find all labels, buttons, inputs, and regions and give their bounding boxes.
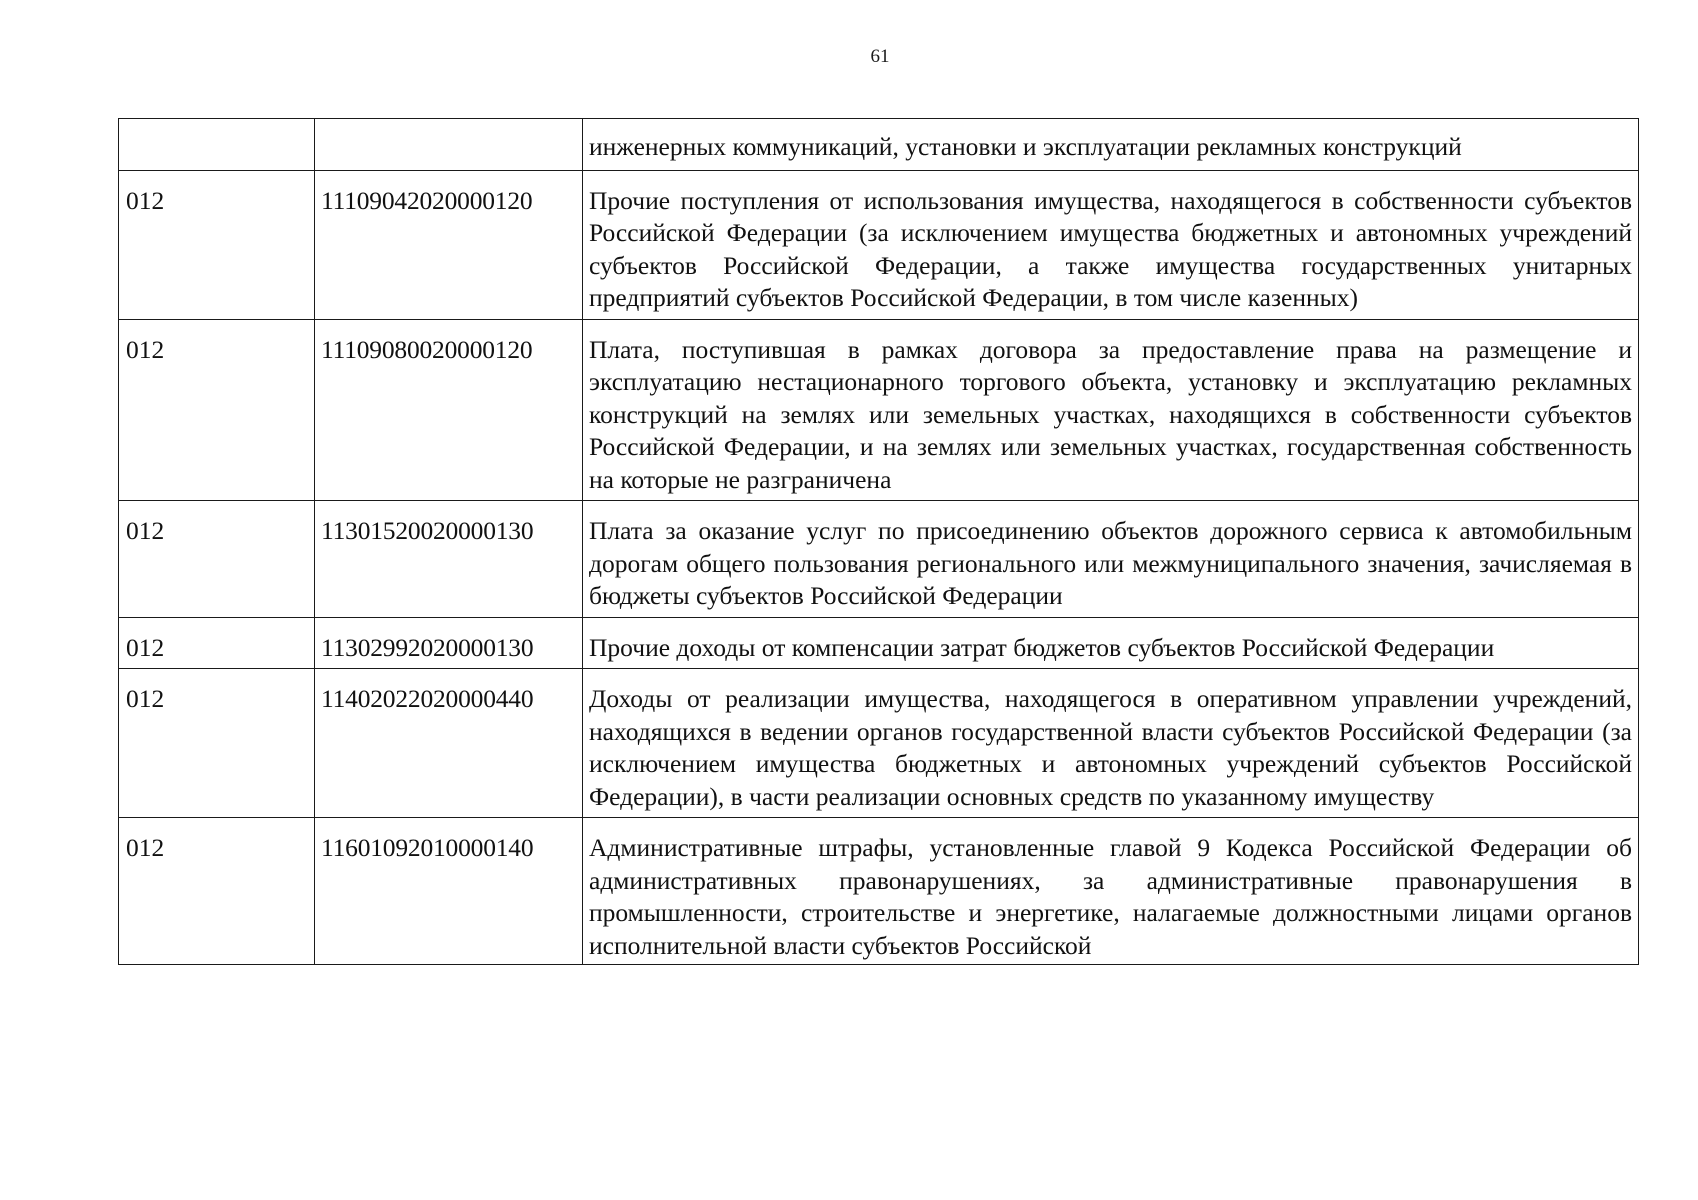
budget-code-cell: 11301520020000130 bbox=[315, 501, 583, 618]
budget-code-cell: 11402022020000440 bbox=[315, 669, 583, 818]
budget-classification-table bbox=[118, 118, 1639, 965]
table-row bbox=[119, 501, 1639, 618]
budget-code-cell: 11302992020000130 bbox=[315, 617, 583, 669]
table-row bbox=[119, 319, 1639, 501]
description-cell: Прочие доходы от компенсации затрат бюджетов субъектов Российской Федерации bbox=[583, 617, 1639, 669]
table-row bbox=[119, 617, 1639, 669]
page-number: 61 bbox=[870, 46, 890, 67]
table-row bbox=[119, 119, 1639, 171]
admin-code-cell: 012 bbox=[119, 170, 315, 319]
admin-code-cell: 012 bbox=[119, 818, 315, 965]
description-cell: Прочие поступления от использования имущества, находящегося в собственности субъектов Российской Федерации (за исключением имущества бюджетных и автономных учреждений субъектов Российской Федерации, а также имущества государственных унитарных предприятий субъектов Российской Федерации, в том числе казенных) bbox=[583, 170, 1639, 319]
budget-code-cell: 11109080020000120 bbox=[315, 319, 583, 501]
table-row bbox=[119, 818, 1639, 965]
admin-code-cell: 012 bbox=[119, 501, 315, 618]
description-cell: Доходы от реализации имущества, находящегося в оперативном управлении учреждений, находящихся в ведении органов государственной власти субъектов Российской Федерации (за исключением имущества бюджетных и автономных учреждений субъектов Российской Федерации), в части реализации основных средств по указанному имуществу bbox=[583, 669, 1639, 818]
table-row bbox=[119, 170, 1639, 319]
budget-code-cell: 11601092010000140 bbox=[315, 818, 583, 965]
admin-code-cell: 012 bbox=[119, 617, 315, 669]
admin-code-cell: 012 bbox=[119, 669, 315, 818]
description-cell: инженерных коммуникаций, установки и эксплуатации рекламных конструкций bbox=[583, 119, 1639, 171]
description-cell: Плата за оказание услуг по присоединению объектов дорожного сервиса к автомобильным дорогам общего пользования регионального или межмуниципального значения, зачисляемая в бюджеты субъектов Российской Федерации bbox=[583, 501, 1639, 618]
budget-code-cell bbox=[315, 119, 583, 171]
budget-code-cell: 11109042020000120 bbox=[315, 170, 583, 319]
description-cell: Плата, поступившая в рамках договора за предоставление права на размещение и эксплуатацию нестационарного торгового объекта, установку и эксплуатацию рекламных конструкций на землях или земельных участках, находящихся в собственности субъектов Российской Федерации, и на землях или земельных участках, государственная собственность на которые не разграничена bbox=[583, 319, 1639, 501]
description-cell: Административные штрафы, установленные главой 9 Кодекса Российской Федерации об административных правонарушениях, за административные правонарушения в промышленности, строительстве и энергетике, налагаемые должностными лицами органов исполнительной власти субъектов Российской bbox=[583, 818, 1639, 965]
admin-code-cell: 012 bbox=[119, 319, 315, 501]
admin-code-cell bbox=[119, 119, 315, 171]
table-row bbox=[119, 669, 1639, 818]
